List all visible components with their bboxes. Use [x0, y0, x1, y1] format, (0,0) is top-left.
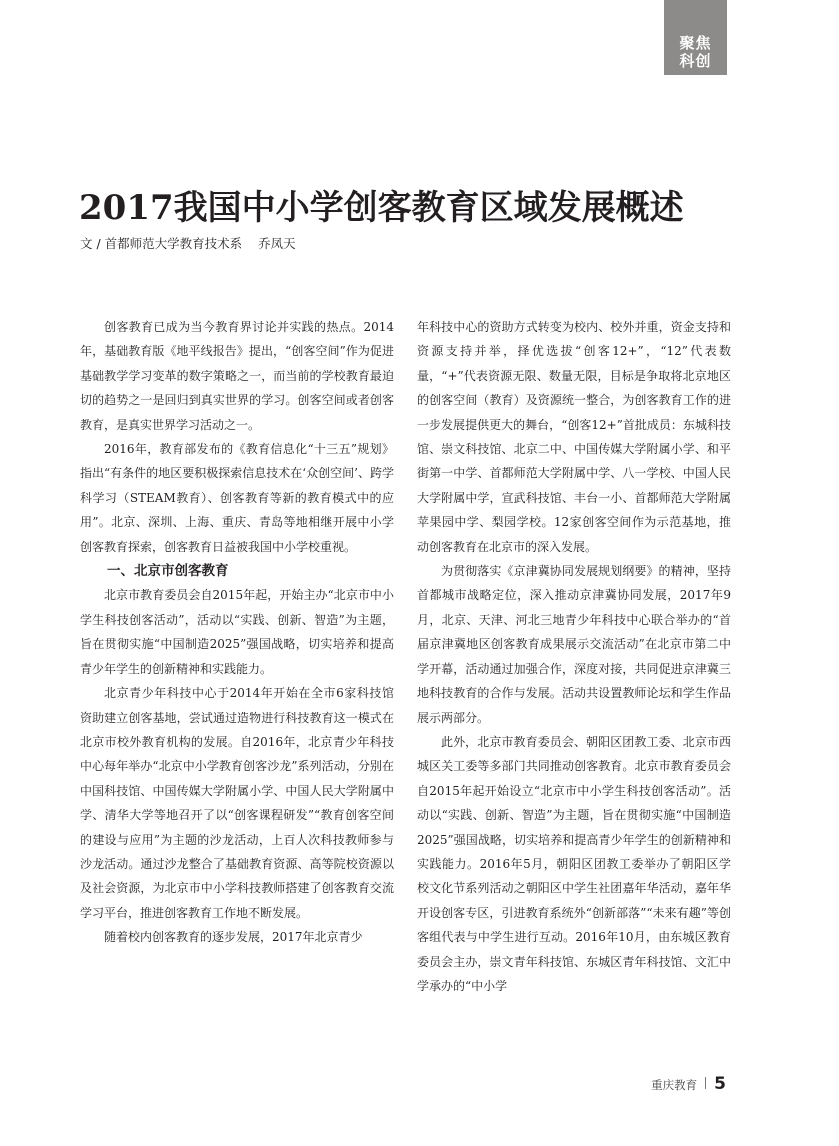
paragraph: 随着校内创客教育的逐步发展，2017年北京青少	[104, 930, 363, 945]
footer-divider	[705, 1077, 706, 1089]
byline	[80, 235, 296, 253]
page-footer	[651, 1074, 726, 1094]
article-title: 2017我国中小学创客教育区域发展概述	[79, 188, 684, 228]
paragraph: 2016年，教育部发布的《教育信息化“十三五”规划》指出“有条件的地区要积极探索信息技术在‘众创空间’、跨学科学习（STEAM教育）、创客教育等新的教育模式中的应用”。北京、深圳、上海、重庆、青岛等地相继开展中小学创客教育探索，创客教育日益被我国中小学校重视。	[80, 442, 394, 554]
left-column	[80, 315, 394, 950]
section-heading: 一、北京市创客教育	[107, 563, 229, 580]
byline-affiliation: 文 / 首都师范大学教育技术系	[80, 236, 243, 251]
paragraph: 此外，北京市教育委员会、朝阳区团教工委、北京市西城区关工委等多部门共同推动创客教育。北京市教育委员会自2015年起开始设立“北京市中小学生科技创客活动”。活动以“实践、创新、智造”为主题，旨在贯彻实施“中国制造2025”强国战略，切实培养和提高青少年学生的创新精神和实践能力。2016年5月，朝阳区团教工委举办了朝阳区学校文化节系列活动之朝阳区中学生社团嘉年华活动，嘉年华开设创客专区，引进教育系统外“创新部落”“未来有趣”等创客组代表与中学生进行互动。2016年10月，由东城区教育委员会主办，崇文青年科技馆、东城区青年科技馆、文汇中学承办的“中小学	[417, 734, 731, 993]
paragraph: 为贯彻落实《京津冀协同发展规划纲要》的精神，坚持首都城市战略定位，深入推动京津冀协同发展，2017年9月，北京、天津、河北三地青少年科技中心联合举办的“首届京津冀地区创客教育成果展示交流活动”在北京市第二中学开幕，活动通过加强合作，深度对接，共同促进京津冀三地科技教育的合作与发展。活动共设置教师论坛和学生作品展示两部分。	[417, 564, 731, 725]
section-tab-line1: 聚焦	[679, 34, 712, 52]
paragraph: 北京青少年科技中心于2014年开始在全市6家科技馆资助建立创客基地，尝试通过造物进行科技教育这一模式在北京市校外教育机构的发展。自2016年，北京青少年科技中心每年举办“北京中小学教育创客沙龙”系列活动，分别在中国科技馆、中国传媒大学附属小学、中国人民大学附属中学、清华大学等地召开了以“创客课程研发”“教育创客空间的建设与应用”为主题的沙龙活动，上百人次科技教师参与沙龙活动。通过沙龙整合了基础教育资源、高等院校资源以及社会资源，为北京市中小学科技教师搭建了创客教育交流学习平台，推进创客教育工作地不断发展。	[80, 686, 394, 920]
magazine-name: 重庆教育	[651, 1078, 698, 1092]
section-tab	[664, 0, 727, 75]
paragraph: 创客教育已成为当今教育界讨论并实践的热点。2014年，基础教育版《地平线报告》提出，“创客空间”作为促进基础教学学习变革的数字策略之一，而当前的学校教育最迫切的趋势之一是回归到真实世界的学习。创客空间或者创客教育，是真实世界学习活动之一。	[80, 320, 394, 432]
right-column	[417, 315, 731, 998]
page-number: 5	[714, 1074, 726, 1094]
byline-author: 乔凤天	[258, 236, 296, 251]
section-tab-line2: 科创	[679, 52, 712, 70]
paragraph: 北京市教育委员会自2015年起，开始主办“北京市中小学生科技创客活动”，活动以“实践、创新、智造”为主题，旨在贯彻实施“中国制造2025”强国战略，切实培养和提高青少年学生的创新精神和实践能力。	[80, 588, 394, 676]
paragraph-continued: 年科技中心的资助方式转变为校内、校外并重，资金支持和资源支持并举，择优选拔“创客12+”，“12”代表数量，“+”代表资源无限、数量无限，目标是争取将北京地区的创客空间（教育）及资源统一整合，为创客教育工作的进一步发展提供更大的舞台，“创客12+”首批成员：东城科技馆、崇文科技馆、北京二中、中国传媒大学附属小学、和平街第一中学、首都师范大学附属中学、八一学校、中国人民大学附属中学，宣武科技馆、丰台一小、首都师范大学附属苹果园中学、梨园学校。12家创客空间作为示范基地，推动创客教育在北京市的深入发展。	[417, 320, 731, 554]
